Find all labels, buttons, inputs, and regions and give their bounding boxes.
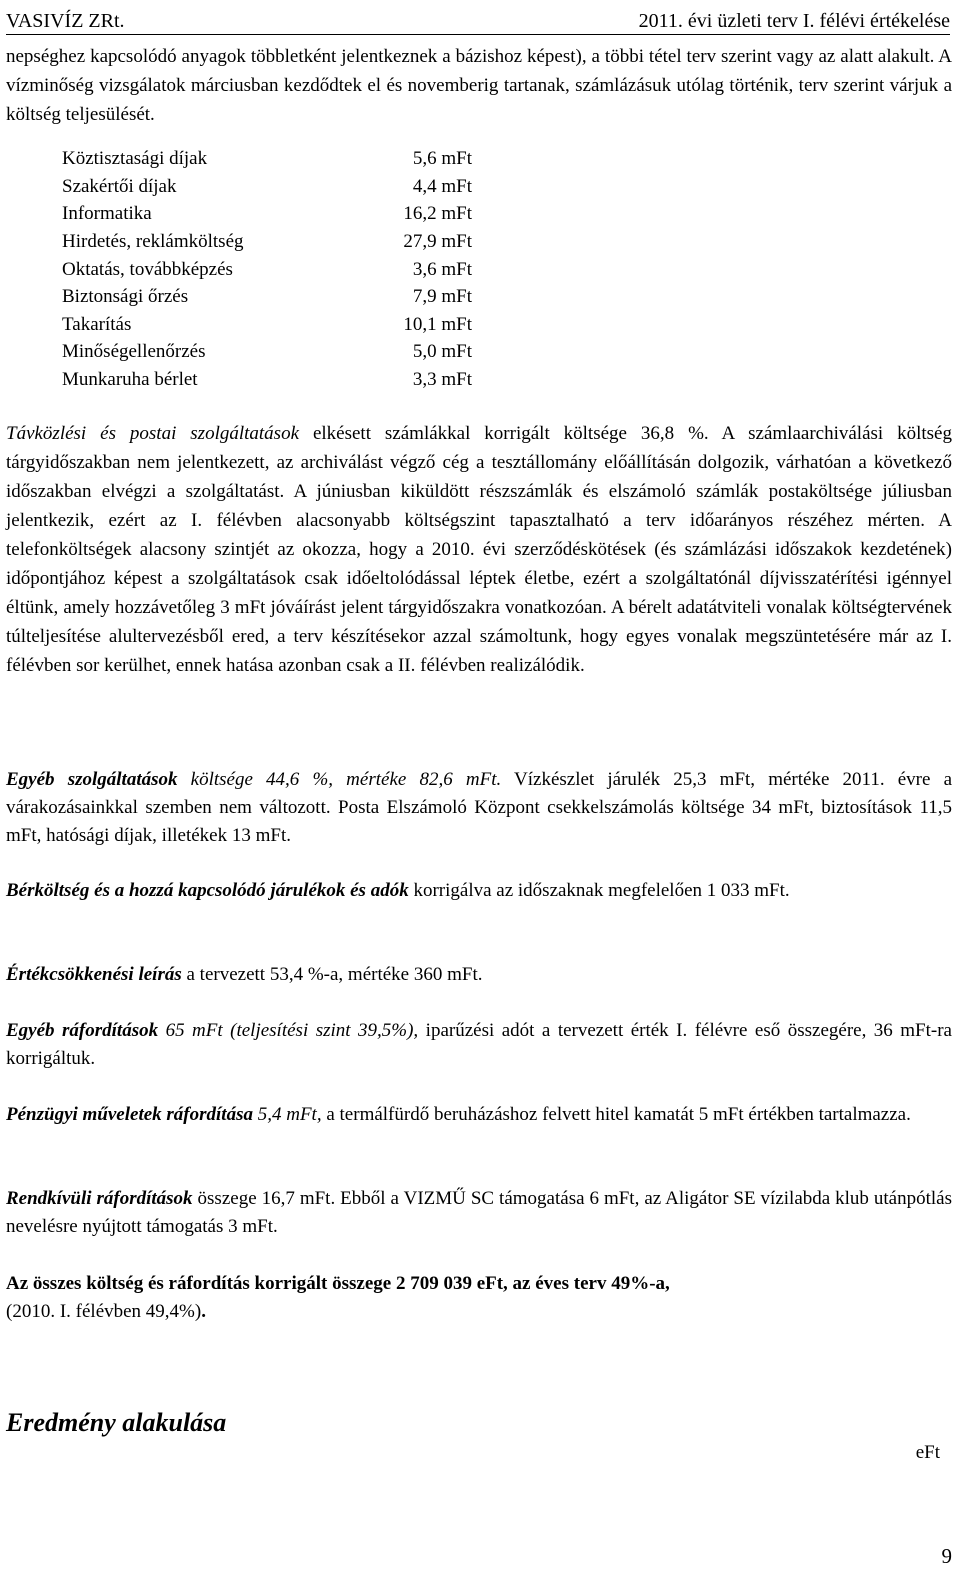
page-header <box>6 4 950 35</box>
cost-label: Köztisztasági díjak <box>62 148 208 170</box>
cost-row <box>62 228 472 256</box>
cost-label: Munkaruha bérlet <box>62 369 198 391</box>
total-summary: Az összes költség és ráfordítás korrigált összege 2 709 039 eFt, az éves terv 49%-a, <box>6 1273 670 1294</box>
cost-label: Oktatás, továbbképzés <box>62 258 233 280</box>
cost-label: Informatika <box>62 203 152 225</box>
cost-value: 3,3 mFt <box>412 369 472 391</box>
other-services-lead: Egyéb szolgáltatások <box>6 769 178 790</box>
total-paragraph <box>6 1270 952 1326</box>
cost-value: 7,9 mFt <box>412 286 472 308</box>
extraordinary-text: összege 16,7 mFt. Ebből a VIZMŰ SC támogatása 6 mFt, az Aligátor SE vízilabda klub utánpótlás nevelésre nyújtott támogatás 3 mFt. <box>6 1188 953 1237</box>
other-services-text: Vízkészlet járulék 25,3 mFt, mértéke 2011. évre a várakozásainkkal szemben nem változott. Posta Elszámoló Központ csekkelszámolás költsége 34 mFt, biztosítások 11,5 mFt, hatósági díjak, illetékek 13 mFt. <box>6 769 952 846</box>
telecom-lead: Távközlési és postai szolgáltatások <box>6 423 300 444</box>
cost-row <box>62 338 472 366</box>
financial-lead: Pénzügyi műveletek ráfordítása <box>6 1104 253 1125</box>
wages-paragraph <box>6 877 952 905</box>
company-name: VASIVÍZ ZRt. <box>6 10 125 32</box>
cost-row <box>62 283 472 311</box>
financial-lead-value: 5,4 mFt, <box>252 1104 322 1125</box>
cost-value: 5,6 mFt <box>412 148 472 170</box>
total-period: . <box>201 1301 206 1322</box>
extraordinary-lead: Rendkívüli ráfordítások <box>6 1188 193 1209</box>
cost-table <box>62 145 472 393</box>
cost-row <box>62 200 472 228</box>
cost-row <box>62 311 472 339</box>
cost-row <box>62 366 472 394</box>
other-expenses-lead-value: 65 mFt (teljesítési szint 39,5%), <box>158 1020 419 1041</box>
cost-value: 27,9 mFt <box>403 231 472 253</box>
cost-value: 16,2 mFt <box>403 203 472 225</box>
cost-value: 5,0 mFt <box>412 341 472 363</box>
cost-row <box>62 173 472 201</box>
other-services-paragraph <box>6 766 952 850</box>
cost-row <box>62 255 472 283</box>
extraordinary-paragraph <box>6 1185 952 1241</box>
financial-paragraph <box>6 1101 952 1129</box>
depreciation-text: a tervezett 53,4 %-a, mértéke 360 mFt. <box>181 964 483 985</box>
depreciation-lead: Értékcsökkenési leírás <box>6 964 182 985</box>
cost-row <box>62 145 472 173</box>
cost-label: Szakértői díjak <box>62 175 177 197</box>
cost-label: Takarítás <box>62 313 132 335</box>
wages-text: korrigálva az időszaknak megfelelően 1 033 mFt. <box>408 880 790 901</box>
other-services-lead-value: költsége 44,6 %, mértéke 82,6 mFt. <box>177 769 502 790</box>
cost-value: 10,1 mFt <box>403 313 472 335</box>
cost-label: Hirdetés, reklámköltség <box>62 231 244 253</box>
depreciation-paragraph <box>6 961 952 989</box>
section-heading: Eredmény alakulása <box>6 1408 227 1437</box>
other-expenses-paragraph <box>6 1017 952 1073</box>
other-expenses-lead: Egyéb ráfordítások <box>6 1020 159 1041</box>
cost-value: 3,6 mFt <box>412 258 472 280</box>
financial-text: a termálfürdő beruházáshoz felvett hitel kamatát 5 mFt értékben tartalmazza. <box>321 1104 911 1125</box>
cost-label: Minőségellenőrzés <box>62 341 206 363</box>
report-title: 2011. évi üzleti terv I. félévi értékelése <box>638 10 950 32</box>
wages-lead: Bérköltség és a hozzá kapcsolódó járulékok és adók <box>6 880 409 901</box>
page-number: 9 <box>941 1544 952 1568</box>
telecom-paragraph <box>6 419 952 680</box>
cost-value: 4,4 mFt <box>412 175 472 197</box>
intro-paragraph: nepséghez kapcsolódó anyagok többletként jelentkeznek a bázishoz képest), a többi tétel terv szerint vagy az alatt alakult. A vízminőség vizsgálatok márciusban kezdődtek el és novemberig tartanak, számlázásuk utólag történik, terv szerint várjuk a költség teljesülését. <box>6 46 952 125</box>
total-comparison: (2010. I. félévben 49,4%) <box>6 1301 202 1322</box>
other-expenses-text: iparűzési adót a tervezett érték I. félévre eső összegére, 36 mFt-ra korrigáltuk. <box>6 1020 952 1069</box>
telecom-text: elkésett számlákkal korrigált költsége 36,8 %. A számlaarchiválási költség tárgyidőszakban nem jelentkezett, az archiválást végző cég a tesztállomány előállításán dolgozik, várhatóan a következő időszakban elvégzi a szolgáltatást. A júniusban kiküldött részszámlák és elszámoló számlák postaköltsége júliusban jelentkezik, ezért az I. félévben alacsonyabb költségszint tapasztalható a terv időarányos részéhez mérten. A telefonköltségek alacsony szintjét az okozza, hogy a 2010. évi szerződéskötések (és számlázási időszakok kezdetének) időpontjához képest a szolgáltatások csak időeltolódással léptek életbe, ezért a szolgáltatónál díjvisszatérítési igénnyel éltünk, amely hozzávetőleg 3 mFt jóváírást jelent tárgyidőszakra vonatkozóan. A bérelt adatátviteli vonalak költségtervének túlteljesítése alultervezésből ered, a terv készítésekor azzal számoltunk, hogy egyes vonalak megszüntetésére már az I. félévben sor kerülhet, ennek hatása azonban csak a II. félévben realizálódik. <box>6 423 952 676</box>
cost-label: Biztonsági őrzés <box>62 286 189 308</box>
unit-label: eFt <box>915 1442 940 1463</box>
